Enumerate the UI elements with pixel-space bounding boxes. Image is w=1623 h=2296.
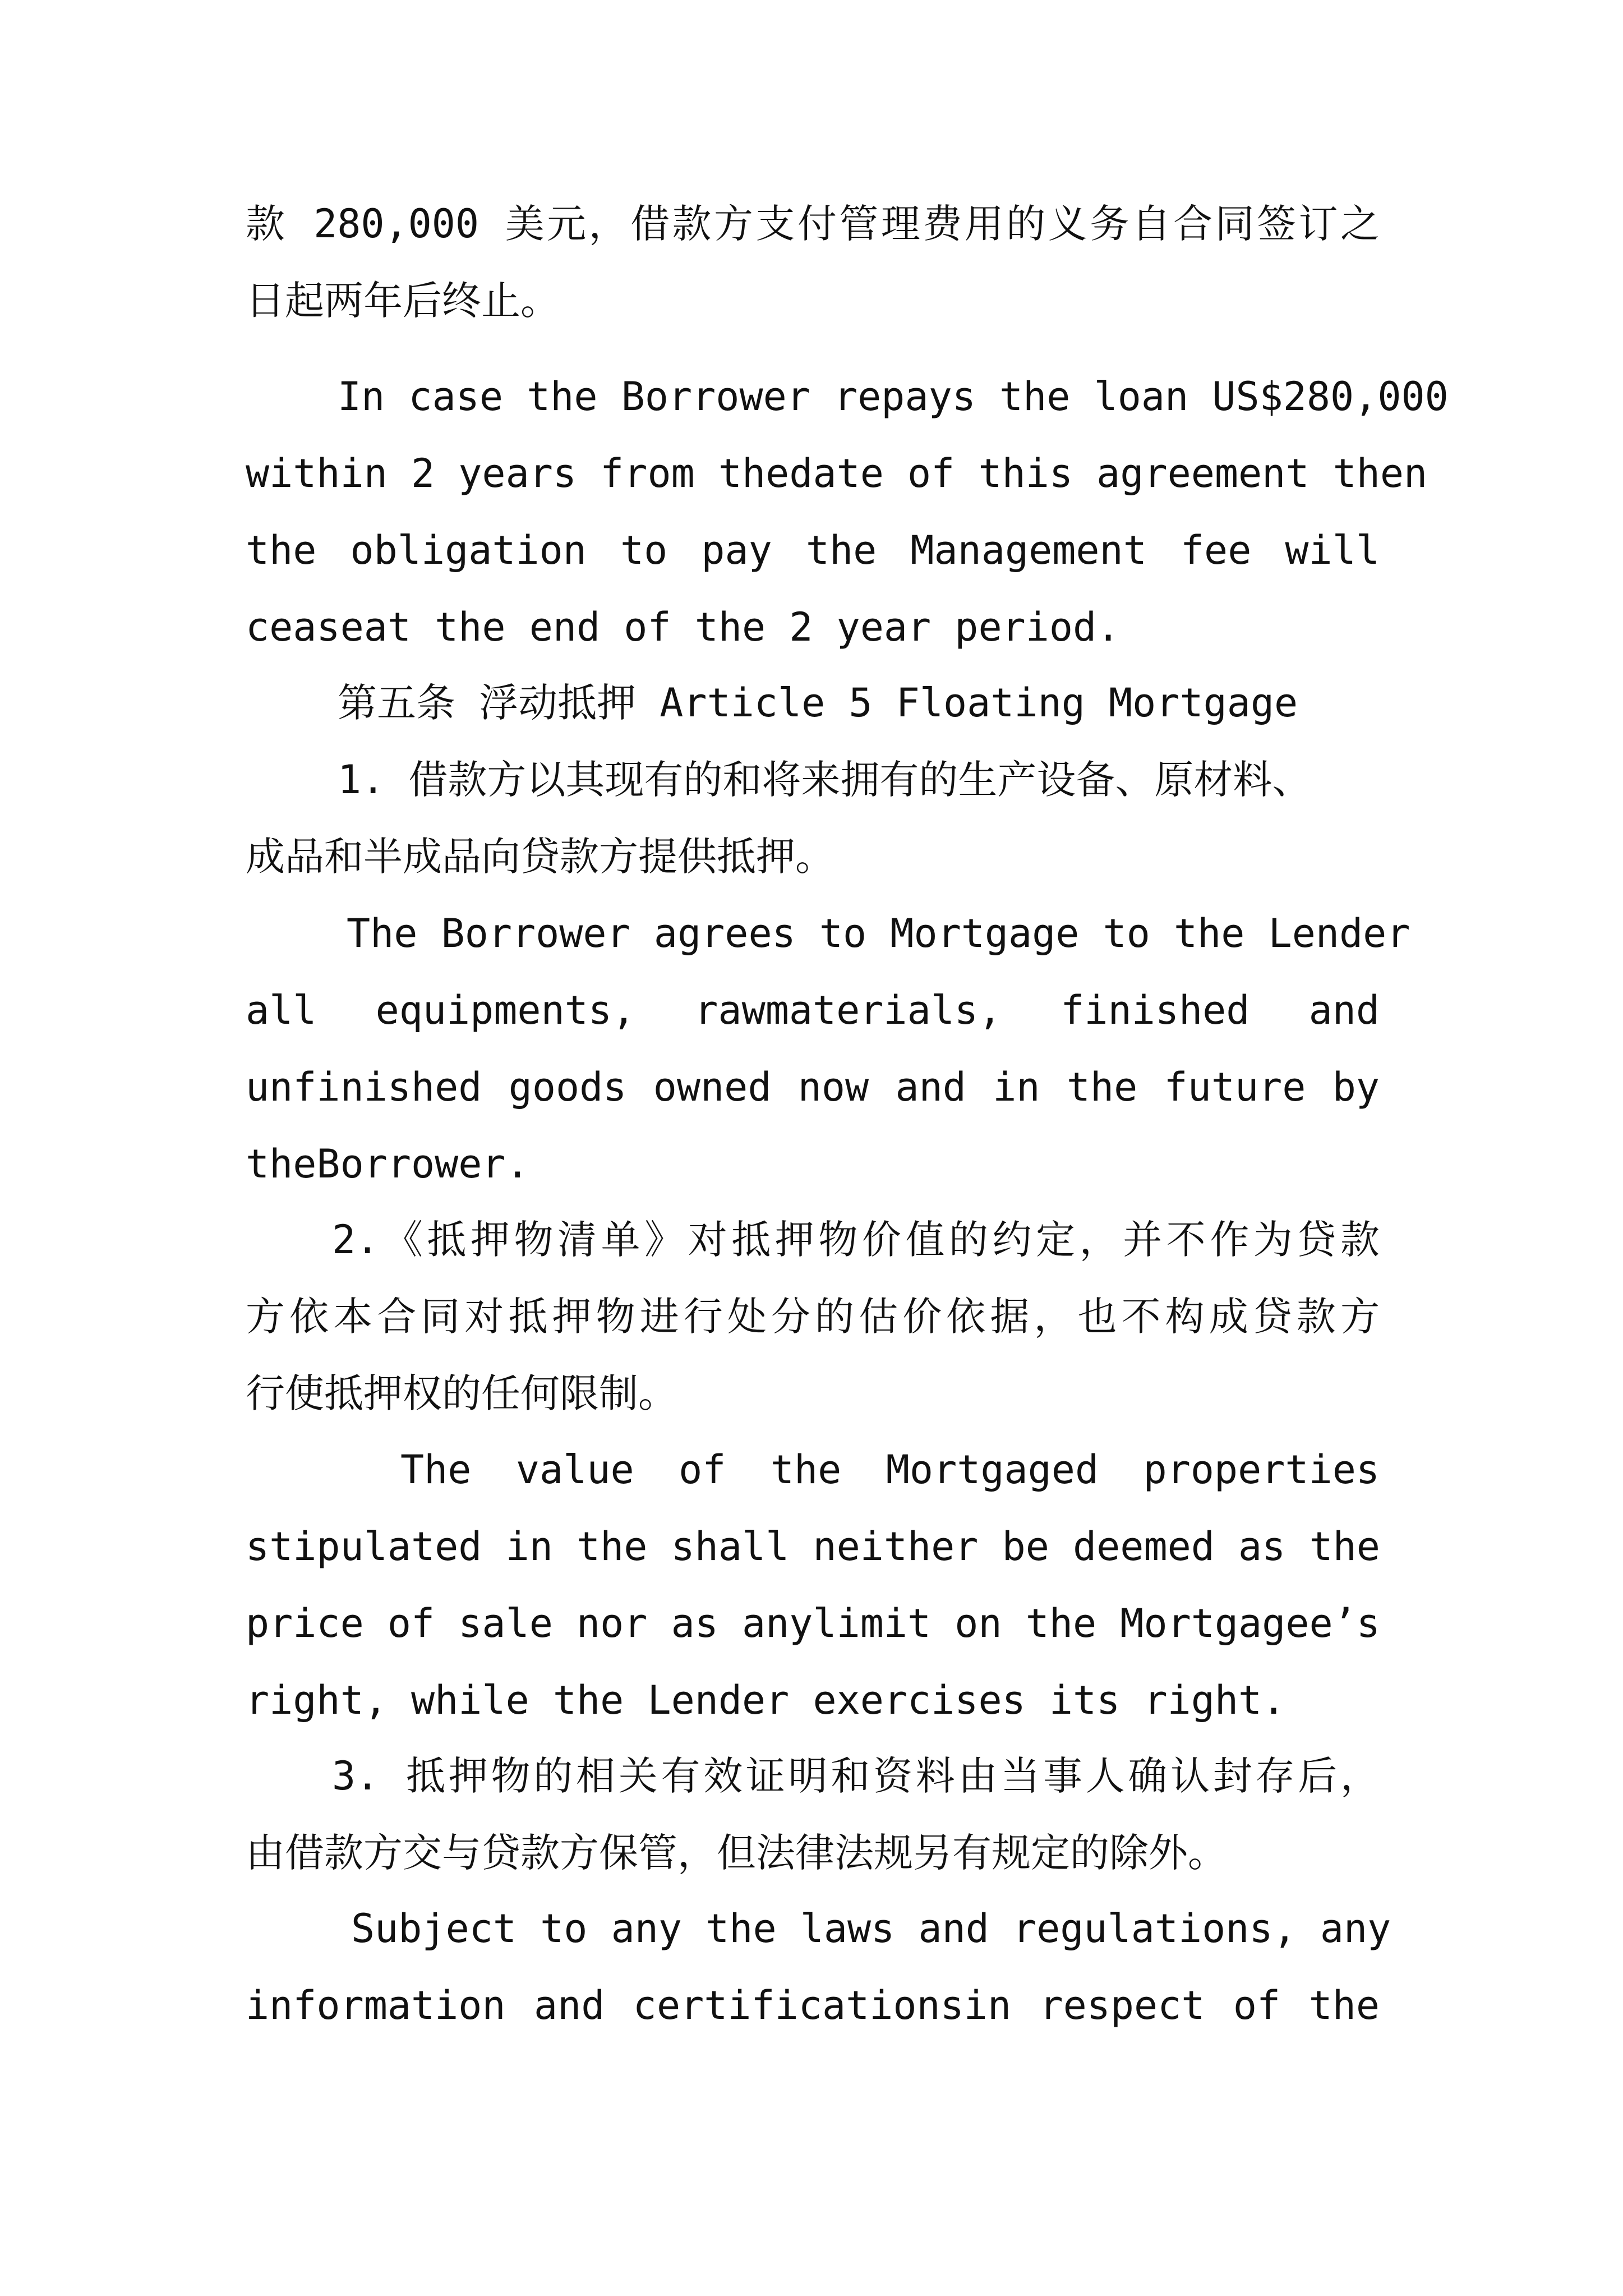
text-line: within 2 years from thedate of this agreement then — [246, 450, 1428, 496]
text-line: theBorrower. — [246, 1141, 529, 1187]
text-line: 方依本合同对抵押物进行处分的估价依据，也不构成贷款方 — [246, 1294, 1380, 1340]
text-line: 行使抵押权的任何限制。 — [246, 1370, 677, 1416]
text-line: In case the Borrower repays the loan US$280,000 — [338, 374, 1449, 420]
text-line: The value of the Mortgaged properties — [400, 1447, 1380, 1493]
text-line: all equipments, rawmaterials, finished and — [246, 987, 1380, 1033]
text-line: 2.《抵押物清单》对抵押物价值的约定，并不作为贷款 — [332, 1217, 1380, 1263]
text-line: The Borrower agrees to Mortgage to the Lender — [347, 910, 1410, 956]
text-line: the obligation to pay the Management fee will — [246, 527, 1380, 573]
section-heading: 第五条 浮动抵押 Article 5 Floating Mortgage — [338, 680, 1298, 726]
text-line: ceaseat the end of the 2 year period. — [246, 604, 1121, 650]
text-line: 日起两年后终止。 — [246, 278, 560, 324]
text-line: 3. 抵押物的相关有效证明和资料由当事人确认封存后， — [332, 1753, 1380, 1799]
text-line: 成品和半成品向贷款方提供抵押。 — [246, 834, 834, 880]
text-line: Subject to any the laws and regulations, any — [351, 1906, 1391, 1952]
text-line: 款 280,000 美元，借款方支付管理费用的义务自合同签订之 — [246, 201, 1380, 247]
text-line: 1. 借款方以其现有的和将来拥有的生产设备、原材料、 — [338, 757, 1312, 803]
text-line: right, while the Lender exercises its right. — [246, 1677, 1286, 1723]
text-line: stipulated in the shall neither be deemed as the — [246, 1524, 1380, 1570]
text-line: price of sale nor as anylimit on the Mortgagee’s — [246, 1600, 1380, 1646]
text-line: information and certificationsin respect of the — [246, 1982, 1380, 2028]
text-line: unfinished goods owned now and in the future by — [246, 1064, 1380, 1110]
text-line: 由借款方交与贷款方保管，但法律法规另有规定的除外。 — [246, 1830, 1227, 1876]
